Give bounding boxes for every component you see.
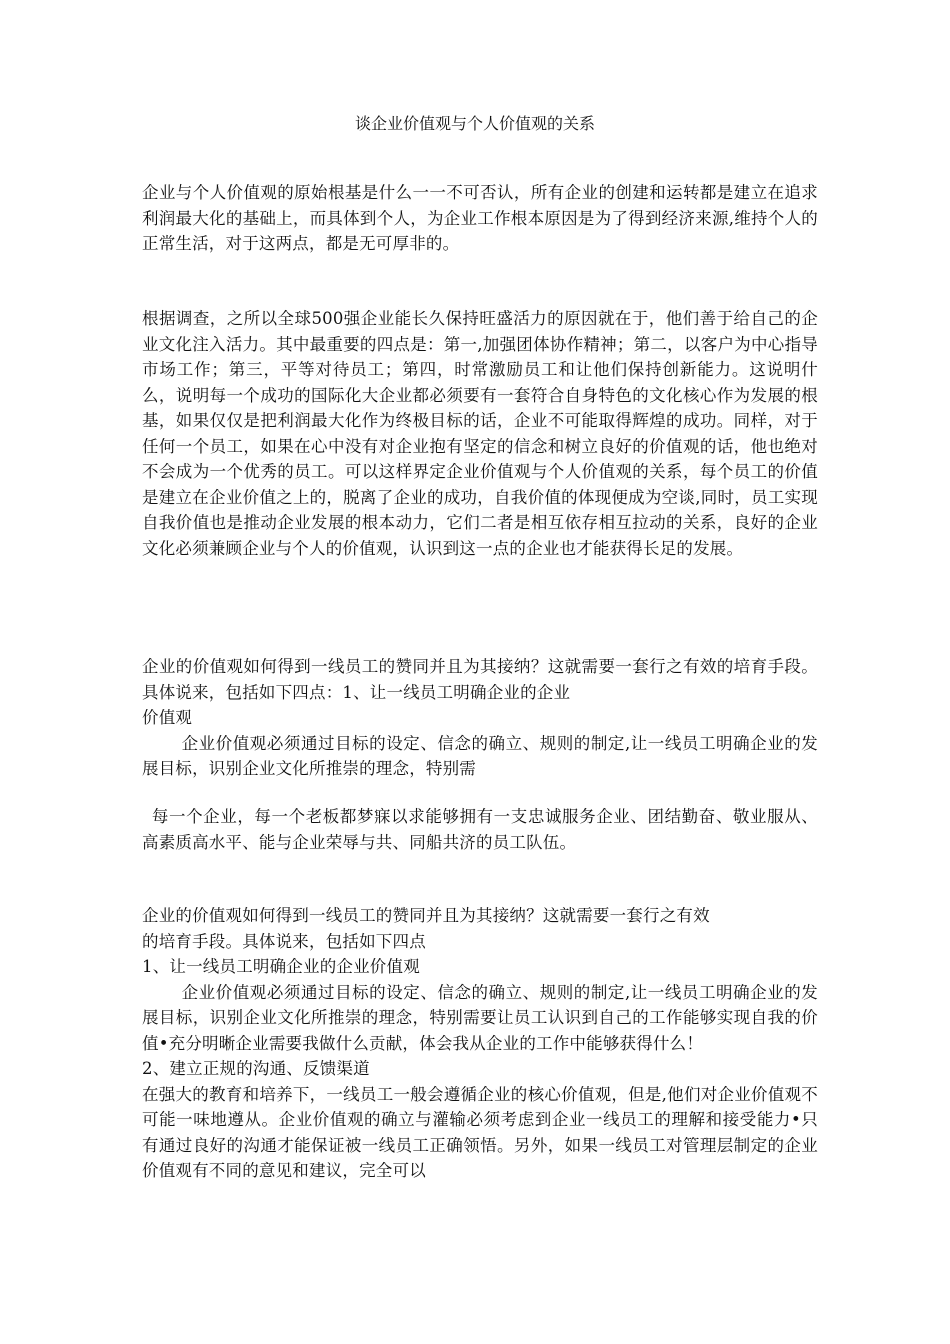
list-heading-2: 2、建立正规的沟通、反馈渠道	[142, 1059, 370, 1078]
paragraph: 企业价值观必须通过目标的设定、信念的确立、规则的制定,让一线员工明确企业的发展目标，识别企业文化所推崇的理念，特别需要让员工认识到自己的工作能够实现自我的价值•充分明晰企业需要我做什么贡献，体会我从企业的工作中能够获得什么！	[142, 982, 818, 1053]
section-intro	[142, 180, 818, 257]
paragraph: 价值观	[142, 708, 193, 727]
paragraph: 企业与个人价值观的原始根基是什么一一不可否认，所有企业的创建和运转都是建立在追求利润最大化的基础上，而具体到个人，为企业工作根本原因是为了得到经济来源,维持个人的正常生活，对于这两点，都是无可厚非的。	[142, 183, 818, 253]
paragraph: 根据调查，之所以全球500强企业能长久保持旺盛活力的原因就在于，他们善于给自己的企业文化注入活力。其中最重要的四点是：第一,加强团体协作精神；第二，以客户为中心指导市场工作；第三，平等对待员工；第四，时常激励员工和让他们保持创新能力。这说明什么，说明每一个成功的国际化大企业都必须要有一套符合自身特色的文化核心作为发展的根基，如果仅仅是把利润最大化作为终极目标的话，企业不可能取得辉煌的成功。同样，对于任何一个员工，如果在心中没有对企业抱有坚定的信念和树立良好的价值观的话，他也绝对不会成为一个优秀的员工。可以这样界定企业价值观与个人价值观的关系，每个员工的价值是建立在企业价值之上的，脱离了企业的成功，自我价值的体现便成为空谈,同时，员工实现自我价值也是推动企业发展的根本动力，它们二者是相互依存相互拉动的关系，良好的企业文化必须兼顾企业与个人的价值观，认识到这一点的企业也才能获得长足的发展。	[142, 309, 818, 558]
document-title: 谈企业价值观与个人价值观的关系	[354, 114, 595, 133]
section-ideal-team	[142, 804, 818, 855]
section-survey	[142, 306, 818, 561]
paragraph: 企业价值观必须通过目标的设定、信念的确立、规则的制定,让一线员工明确企业的发展目标，识别企业文化所推崇的理念，特别需	[142, 733, 818, 778]
paragraph: 每一个企业，每一个老板都梦寐以求能够拥有一支忠诚服务企业、团结勤奋、敬业服从、高素质高水平、能与企业荣辱与共、同船共济的员工队伍。	[142, 807, 818, 852]
paragraph: 企业的价值观如何得到一线员工的赞同并且为其接纳？这就需要一套行之有效的培育手段。具体说来，包括如下四点：1、让一线员工明确企业的企业	[142, 657, 818, 702]
paragraph: 在强大的教育和培养下，一线员工一般会遵循企业的核心价值观，但是,他们对企业价值观不可能一味地遵从。企业价值观的确立与灌输必须考虑到企业一线员工的理解和接受能力•只有通过良好的沟通才能保证被一线员工正确领悟。另外，如果一线员工对管理层制定的企业价值观有不同的意见和建议，完全可以	[142, 1084, 818, 1180]
section-cultivation-1	[142, 654, 818, 782]
paragraph: 企业的价值观如何得到一线员工的赞同并且为其接纳？这就需要一套行之有效	[142, 906, 710, 925]
section-cultivation-2	[142, 903, 818, 1184]
paragraph: 的培育手段。具体说来，包括如下四点	[142, 931, 426, 951]
list-heading-1: 1、让一线员工明确企业的企业价值观	[142, 957, 420, 976]
